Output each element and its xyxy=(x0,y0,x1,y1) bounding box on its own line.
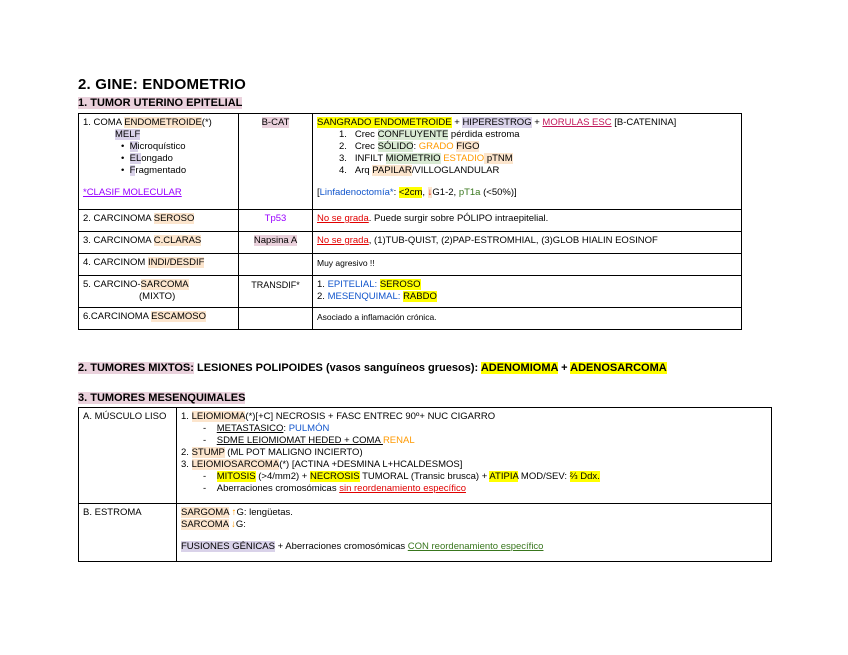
description-cell: No se grada. Puede surgir sobre PÓLIPO intraepitelial. xyxy=(313,210,742,232)
marker-cell xyxy=(239,308,313,330)
tumor-name-cell: 4. CARCINOM INDI/DESDIF xyxy=(79,254,239,276)
mixed-tumors-line: 2. TUMORES MIXTOS: LESIONES POLIPOIDES (vasos sanguíneos gruesos): ADENOMIOMA + ADENOSARCOMA xyxy=(78,362,667,374)
table-row xyxy=(79,210,742,232)
marker-cell: B-CAT xyxy=(239,114,313,210)
marker-cell: Napsina A xyxy=(239,232,313,254)
mesenchymal-tumor-table xyxy=(78,407,772,562)
table-row xyxy=(79,276,742,308)
morulas-link[interactable]: MORULAS ESC xyxy=(542,117,612,128)
section-3-heading: 3. TUMORES MESENQUIMALES xyxy=(78,392,246,404)
table-row xyxy=(79,232,742,254)
table-row xyxy=(79,114,742,210)
marker-cell xyxy=(239,254,313,276)
epithelial-tumor-table xyxy=(78,113,742,330)
melf-list: • Microquístico • ELongado • Fragmentado xyxy=(121,141,187,176)
description-cell: Muy agresivo !! xyxy=(313,254,742,276)
table-row xyxy=(79,408,772,504)
section-2-heading: 2. TUMORES MIXTOS: xyxy=(78,362,194,374)
section-1-heading: 1. TUMOR UTERINO EPITELIAL xyxy=(78,97,243,109)
description-cell: SARGOMA ↑G: lengüetas. SARCOMA ↓G: FUSIONES GÉNICAS + Aberraciones cromosómicas CON reordenamiento específico xyxy=(177,504,772,562)
clasif-molecular-link[interactable]: *CLASIF MOLECULAR xyxy=(83,187,182,198)
tumor-name-cell: 6.CARCINOMA ESCAMOSO xyxy=(79,308,239,330)
tumor-name-cell: 1. COMA ENDOMETROIDE(*) MELF • Microquístico • ELongado • Fragmentado *CLASIF MOLECULAR xyxy=(79,114,239,210)
category-cell: B. ESTROMA xyxy=(79,504,177,562)
table-row xyxy=(79,308,742,330)
marker-cell: Tp53 xyxy=(239,210,313,232)
description-cell: Asociado a inflamación crónica. xyxy=(313,308,742,330)
melf-acronym: MELF xyxy=(115,129,141,140)
description-cell: No se grada, (1)TUB-QUIST, (2)PAP-ESTROMHIAL, (3)GLOB HIALIN EOSINOF xyxy=(313,232,742,254)
description-cell: SANGRADO ENDOMETROIDE + HIPERESTROG + MORULAS ESC [B-CATENINA] 1. Crec CONFLUYENTE pérdida estroma 2. Crec SÓLIDO: GRADO FIGO 3. INFILT MIOMETRIO ESTADIO pTNM 4. Arq PAPILAR/VILLOGLANDULAR [Linfadenoctomía*: <2cm, ↓G1-2, pT1a (<50%)] xyxy=(313,114,742,210)
marker-cell: TRANSDIF* xyxy=(239,276,313,308)
page-title: 2. GINE: ENDOMETRIO xyxy=(78,76,246,93)
tumor-name-cell: 2. CARCINOMA SEROSO xyxy=(79,210,239,232)
description-cell: 1. LEIOMIOMA(*)[+C] NECROSIS + FASC ENTREC 90º+ NUC CIGARRO - METASTASICO: PULMÓN - SDME LEIOMIOMAT HEDED + COMA RENAL 2. STUMP (ML POT MALIGNO INCIERTO) 3. LEIOMIOSARCOMA(*) [ACTINA +DESMINA L+HCALDESMOS] - MITOSIS (>4/mm2) + NECROSIS TUMORAL (Transic brusca) + ATIPIA MOD/SEV: ⅔ Ddx. - Aberraciones cromosómicas sin reordenamiento específico xyxy=(177,408,772,504)
linfadenectomia-link[interactable]: Linfadenoctomía* xyxy=(319,187,394,198)
table-row xyxy=(79,504,772,562)
table-row xyxy=(79,254,742,276)
tumor-name-cell: 5. CARCINO-SARCOMA (MIXTO) xyxy=(79,276,239,308)
tumor-name-cell: 3. CARCINOMA C.CLARAS xyxy=(79,232,239,254)
description-cell: 1. EPITELIAL: SEROSO 2. MESENQUIMAL: RABDO xyxy=(313,276,742,308)
category-cell: A. MÚSCULO LISO xyxy=(79,408,177,504)
